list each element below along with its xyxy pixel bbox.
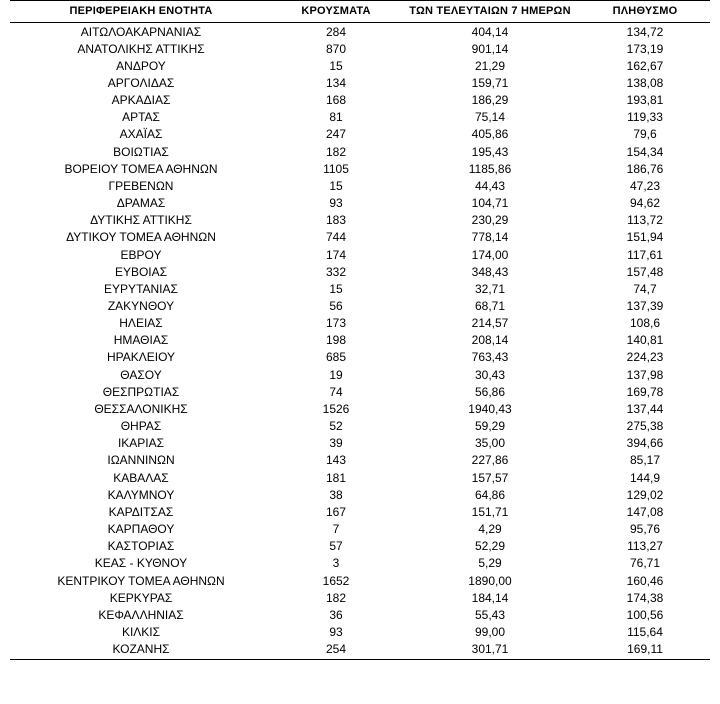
cell-population: 115,64 — [627, 624, 663, 639]
table-row — [10, 74, 710, 91]
cell-region: ΚΕΑΣ - ΚΥΘΝΟΥ — [94, 556, 188, 571]
cell-population: 47,23 — [629, 178, 661, 193]
cell-last-7-days: 227,86 — [471, 453, 509, 468]
cell-region: ΕΒΡΟΥ — [120, 247, 162, 262]
cell-last-7-days: 4,29 — [478, 522, 502, 537]
cell-population: 174,38 — [626, 590, 664, 605]
table-row — [10, 469, 710, 486]
cell-last-7-days: 184,14 — [471, 590, 509, 605]
cell-population: 95,76 — [629, 522, 661, 537]
cell-region: ΔΥΤΙΚΗΣ ΑΤΤΙΚΗΣ — [90, 213, 192, 228]
cell-last-7-days: 404,14 — [471, 24, 509, 39]
table-row — [10, 246, 710, 263]
cell-region: ΙΚΑΡΙΑΣ — [117, 436, 165, 451]
table-row — [10, 143, 710, 160]
cell-population: 137,44 — [626, 401, 664, 416]
cell-last-7-days: 64,86 — [474, 487, 506, 502]
cell-cases: 93 — [329, 624, 343, 639]
cell-last-7-days: 301,71 — [400, 641, 580, 660]
cell-last-7-days: 778,14 — [471, 230, 509, 245]
cell-population: 137,39 — [626, 299, 664, 313]
cell-last-7-days: 405,86 — [471, 127, 509, 142]
cell-region: ΑΝΑΤΟΛΙΚΗΣ ΑΤΤΙΚΗΣ — [77, 41, 205, 56]
cell-cases: 3 — [332, 556, 340, 571]
cell-last-7-days: 75,14 — [474, 110, 506, 125]
cell-cases: 15 — [329, 178, 343, 193]
cell-population: 173,19 — [626, 41, 664, 56]
cell-population: 193,81 — [626, 93, 664, 108]
table-row — [10, 195, 710, 212]
cell-cases: 39 — [329, 436, 343, 451]
table-row — [10, 572, 710, 589]
table-row — [10, 435, 710, 452]
cell-region: ΚΕΝΤΡΙΚΟΥ ΤΟΜΕΑ ΑΘΗΝΩΝ — [57, 573, 225, 588]
cell-region: ΕΥΡΥΤΑΝΙΑΣ — [104, 281, 178, 296]
cell-cases: 15 — [329, 281, 343, 296]
table-row — [10, 280, 710, 297]
cell-region: ΗΜΑΘΙΑΣ — [113, 333, 169, 348]
cell-last-7-days: 186,29 — [471, 93, 509, 108]
cell-region: ΑΡΚΑΔΙΑΣ — [111, 93, 171, 108]
cell-population: 154,34 — [626, 144, 664, 159]
cell-population: 169,11 — [580, 641, 710, 660]
cell-region: ΚΑΣΤΟΡΙΑΣ — [107, 539, 175, 554]
table-row — [10, 298, 710, 315]
cell-cases: 134 — [325, 75, 347, 90]
table-row — [10, 126, 710, 143]
cell-last-7-days: 68,71 — [474, 299, 506, 313]
table-header — [10, 1, 710, 23]
cell-region: ΙΩΑΝΝΙΝΩΝ — [107, 453, 175, 468]
cell-population: 394,66 — [626, 436, 664, 451]
table-row — [10, 177, 710, 194]
cell-population: 117,61 — [627, 247, 663, 262]
cell-last-7-days: 30,43 — [474, 367, 506, 382]
cell-cases: 254 — [272, 641, 400, 660]
cell-cases: 182 — [325, 144, 347, 159]
table-row — [10, 486, 710, 503]
table-header-row — [10, 1, 710, 23]
cell-last-7-days: 1890,00 — [468, 573, 512, 588]
cell-population: 100,56 — [626, 607, 664, 622]
table-row — [10, 92, 710, 109]
cell-cases: 74 — [329, 384, 343, 399]
cell-region: ΑΝΔΡΟΥ — [116, 58, 166, 73]
cell-cases: 744 — [325, 230, 347, 245]
cell-cases: 284 — [325, 24, 347, 39]
cell-population: 94,62 — [629, 196, 661, 211]
cell-region: ΚΙΛΚΙΣ — [121, 624, 161, 639]
table-row — [10, 623, 710, 640]
cell-cases: 870 — [325, 41, 347, 56]
cell-region: ΗΡΑΚΛΕΙΟΥ — [106, 350, 176, 365]
table-row — [10, 263, 710, 280]
column-header-last-7-days: ΤΩΝ ΤΕΛΕΥΤΑΙΩΝ 7 ΗΜΕΡΩΝ — [400, 1, 580, 23]
cell-region: ΑΡΓΟΛΙΔΑΣ — [107, 75, 175, 90]
cell-region: ΑΙΤΩΛΟΑΚΑΡΝΑΝΙΑΣ — [80, 24, 202, 39]
cell-population: 134,72 — [626, 24, 664, 39]
cell-cases: 143 — [325, 453, 347, 468]
cell-region: ΔΡΑΜΑΣ — [116, 196, 166, 211]
cell-population: 113,27 — [627, 539, 663, 554]
cell-region: ΚΑΛΥΜΝΟΥ — [107, 487, 175, 502]
cell-population: 144,9 — [629, 470, 661, 485]
cell-population: 147,08 — [626, 504, 664, 519]
column-header-cases: ΚΡΟΥΣΜΑΤΑ — [272, 1, 400, 23]
cell-region: ΘΑΣΟΥ — [120, 367, 162, 382]
cell-last-7-days: 59,29 — [474, 419, 506, 434]
cell-region: ΚΑΡΔΙΤΣΑΣ — [108, 504, 174, 519]
cell-region: ΘΕΣΠΡΩΤΙΑΣ — [102, 384, 180, 399]
cell-region: ΚΑΒΑΛΑΣ — [113, 470, 169, 485]
cell-cases: 182 — [325, 590, 347, 605]
cell-last-7-days: 151,71 — [471, 504, 509, 519]
table-row — [10, 315, 710, 332]
cell-population: 186,76 — [626, 161, 664, 176]
cell-cases: 167 — [325, 504, 347, 519]
table-row — [10, 332, 710, 349]
cell-last-7-days: 56,86 — [474, 384, 506, 399]
cell-last-7-days: 195,43 — [471, 144, 509, 159]
cell-region: ΚΑΡΠΑΘΟΥ — [107, 522, 175, 537]
cell-region: ΗΛΕΙΑΣ — [119, 316, 163, 331]
cell-population: 76,71 — [629, 556, 661, 571]
table-row — [10, 23, 710, 41]
cell-region: ΔΥΤΙΚΟΥ ΤΟΜΕΑ ΑΘΗΝΩΝ — [66, 230, 216, 245]
cell-population: 224,23 — [626, 350, 664, 365]
cell-last-7-days: 348,43 — [471, 264, 509, 279]
cell-cases: 168 — [325, 93, 347, 108]
table-row — [10, 40, 710, 57]
cell-cases: 181 — [325, 470, 347, 485]
cell-population: 140,81 — [626, 333, 664, 348]
cell-cases: 1652 — [322, 573, 350, 588]
column-header-region: ΠΕΡΙΦΕΡΕΙΑΚΗ ΕΝΟΤΗΤΑ — [10, 1, 272, 23]
table-row — [10, 400, 710, 417]
table-row — [10, 641, 710, 660]
cell-last-7-days: 5,29 — [478, 556, 502, 571]
cell-region: ΘΕΣΣΑΛΟΝΙΚΗΣ — [94, 401, 188, 416]
cell-cases: 81 — [329, 110, 343, 125]
table-row — [10, 229, 710, 246]
cell-population: 169,78 — [626, 384, 664, 399]
cell-population: 160,46 — [626, 573, 664, 588]
cell-region: ΚΕΦΑΛΛΗΝΙΑΣ — [98, 607, 184, 622]
cell-last-7-days: 44,43 — [474, 178, 506, 193]
cell-last-7-days: 55,43 — [474, 607, 506, 622]
table-row — [10, 606, 710, 623]
table-row — [10, 538, 710, 555]
cell-cases: 174 — [325, 247, 347, 262]
cell-cases: 57 — [329, 539, 343, 554]
cell-population: 129,02 — [626, 487, 664, 502]
cell-cases: 93 — [329, 196, 343, 211]
cell-population: 157,48 — [626, 264, 664, 279]
cell-population: 74,7 — [633, 281, 657, 296]
cell-last-7-days: 32,71 — [474, 281, 506, 296]
cell-last-7-days: 230,29 — [471, 213, 509, 228]
cell-population: 79,6 — [633, 127, 657, 142]
cell-last-7-days: 174,00 — [471, 247, 509, 262]
cell-cases: 183 — [325, 213, 347, 228]
cell-last-7-days: 52,29 — [474, 539, 506, 554]
cell-region: ΕΥΒΟΙΑΣ — [114, 264, 168, 279]
cell-cases: 36 — [329, 607, 343, 622]
cell-last-7-days: 157,57 — [471, 470, 509, 485]
cell-last-7-days: 763,43 — [471, 350, 509, 365]
table-row — [10, 555, 710, 572]
cell-population: 162,67 — [626, 58, 664, 73]
cell-last-7-days: 99,00 — [474, 624, 506, 639]
table-row — [10, 57, 710, 74]
cell-cases: 685 — [325, 350, 347, 365]
table-row — [10, 109, 710, 126]
cell-region: ΓΡΕΒΕΝΩΝ — [108, 178, 174, 193]
cell-cases: 247 — [325, 127, 347, 142]
table-row — [10, 418, 710, 435]
cell-cases: 1105 — [323, 161, 349, 176]
cell-last-7-days: 208,14 — [471, 333, 509, 348]
cell-cases: 173 — [325, 316, 347, 331]
cell-population: 275,38 — [626, 419, 664, 434]
table-body — [10, 23, 710, 660]
cell-cases: 19 — [329, 367, 343, 382]
cell-cases: 332 — [325, 264, 347, 279]
table-row — [10, 366, 710, 383]
cell-cases: 52 — [329, 419, 343, 434]
cell-region: ΚΟΖΑΝΗΣ — [10, 641, 272, 660]
table-row — [10, 383, 710, 400]
cell-last-7-days: 214,57 — [471, 316, 509, 331]
cell-population: 138,08 — [626, 75, 664, 90]
cell-cases: 1526 — [322, 401, 350, 416]
cell-population: 85,17 — [629, 453, 661, 468]
cell-last-7-days: 1940,43 — [468, 401, 512, 416]
regional-cases-table — [10, 0, 710, 660]
cell-region: ΒΟΙΩΤΙΑΣ — [113, 144, 169, 159]
cell-population: 151,94 — [626, 230, 664, 245]
table-row — [10, 160, 710, 177]
table-row — [10, 452, 710, 469]
table-row — [10, 503, 710, 520]
table-row — [10, 349, 710, 366]
cell-last-7-days: 21,29 — [474, 58, 506, 73]
cell-region: ΑΧΑΪΑΣ — [119, 127, 163, 142]
cell-cases: 15 — [329, 58, 343, 73]
cell-cases: 56 — [329, 299, 343, 313]
table-row — [10, 212, 710, 229]
cell-last-7-days: 104,71 — [471, 196, 509, 211]
cell-last-7-days: 1185,86 — [468, 161, 512, 176]
cell-population: 137,98 — [626, 367, 664, 382]
cell-population: 113,72 — [627, 213, 663, 228]
cell-region: ΒΟΡΕΙΟΥ ΤΟΜΕΑ ΑΘΗΝΩΝ — [64, 161, 218, 176]
cell-last-7-days: 35,00 — [474, 436, 506, 451]
cell-population: 108,6 — [629, 316, 661, 331]
column-header-population: ΠΛΗΘΥΣΜΟ — [580, 1, 710, 23]
table-row — [10, 521, 710, 538]
cell-region: ΖΑΚΥΝΘΟΥ — [107, 299, 175, 313]
cell-last-7-days: 159,71 — [471, 75, 509, 90]
cell-last-7-days: 901,14 — [471, 41, 509, 56]
cell-region: ΘΗΡΑΣ — [120, 419, 162, 434]
cell-cases: 198 — [325, 333, 347, 348]
table-row — [10, 589, 710, 606]
cell-population: 119,33 — [627, 110, 663, 125]
cell-region: ΚΕΡΚΥΡΑΣ — [109, 590, 173, 605]
cell-cases: 38 — [329, 487, 343, 502]
cell-region: ΑΡΤΑΣ — [122, 110, 160, 125]
cell-cases: 7 — [332, 522, 340, 537]
